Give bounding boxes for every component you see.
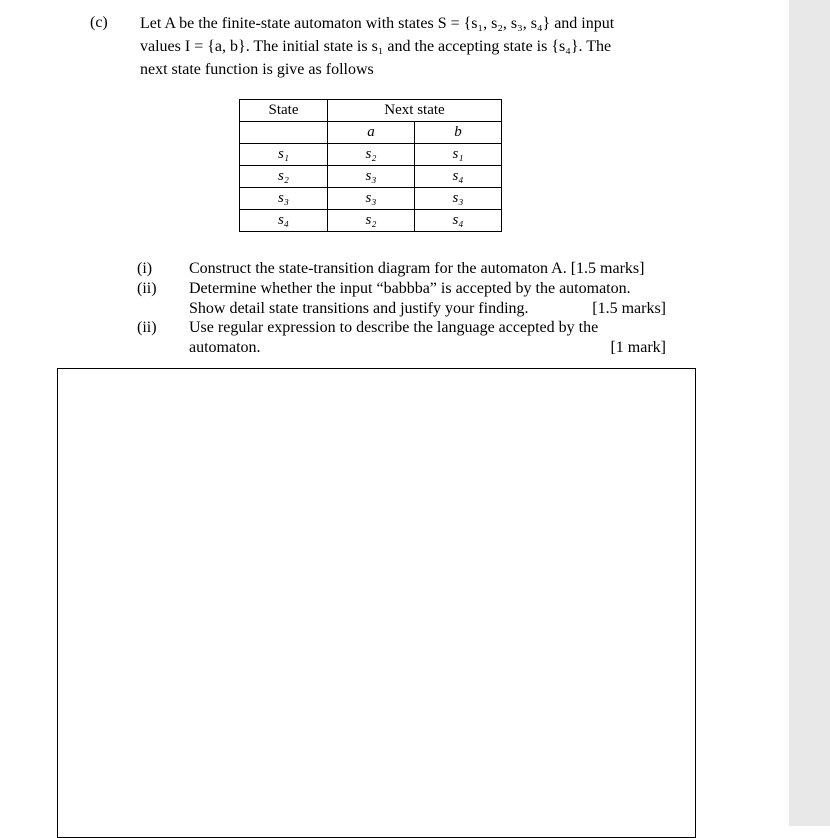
table-row — [240, 210, 502, 232]
next-state-header: Next state — [328, 100, 502, 122]
next-state-table — [239, 99, 502, 232]
part-text — [189, 279, 666, 318]
next-b-cell: s₁ — [415, 144, 502, 166]
next-a-cell: s₃ — [328, 166, 415, 188]
table-row — [240, 166, 502, 188]
next-b-cell: s₄ — [415, 210, 502, 232]
input-b-header: b — [415, 122, 502, 144]
part-line: Determine whether the input “babbba” is accepted by the automaton. — [189, 280, 631, 297]
blank-cell — [240, 122, 328, 144]
question-intro — [140, 12, 660, 81]
part-line-2: automaton. [1 mark] — [189, 338, 666, 356]
part-line-2: Show detail state transitions and justify your finding. [1.5 marks] — [189, 299, 666, 317]
table-header-row — [240, 100, 502, 122]
table-row — [240, 188, 502, 210]
table-row — [240, 144, 502, 166]
viewer-gutter — [789, 0, 830, 826]
input-a-header: a — [328, 122, 415, 144]
next-a-cell: s₃ — [328, 188, 415, 210]
state-cell: s₄ — [240, 210, 328, 232]
state-header: State — [240, 100, 328, 122]
state-cell: s₃ — [240, 188, 328, 210]
intro-line-2: values I = {a, b}. The initial state is s₁ and the accepting state is {s₄}. The — [140, 38, 612, 55]
part-mark: [1.5 marks] — [570, 260, 645, 277]
part-mark: [1.5 marks] — [592, 299, 666, 317]
part-number: (ii) — [137, 280, 157, 297]
part-number: (ii) — [137, 319, 157, 336]
part-text — [189, 259, 666, 279]
part-text — [189, 318, 666, 357]
part-mark: [1 mark] — [610, 338, 666, 356]
next-b-cell: s₄ — [415, 166, 502, 188]
state-cell: s₂ — [240, 166, 328, 188]
next-a-cell: s₂ — [328, 144, 415, 166]
next-a-cell: s₂ — [328, 210, 415, 232]
answer-box[interactable] — [57, 368, 696, 838]
question-label: (c) — [90, 14, 108, 31]
state-cell: s₁ — [240, 144, 328, 166]
intro-line-3: next state function is give as follows — [140, 61, 374, 78]
table-subheader-row — [240, 122, 502, 144]
part-number: (i) — [137, 260, 153, 277]
part-line: Construct the state-transition diagram for the automaton A. — [189, 260, 567, 277]
part-line: Use regular expression to describe the language accepted by the — [189, 319, 599, 336]
intro-line-1: Let A be the finite-state automaton with states S = {s₁, s₂, s₃, s₄} and input — [140, 15, 615, 32]
next-b-cell: s₃ — [415, 188, 502, 210]
